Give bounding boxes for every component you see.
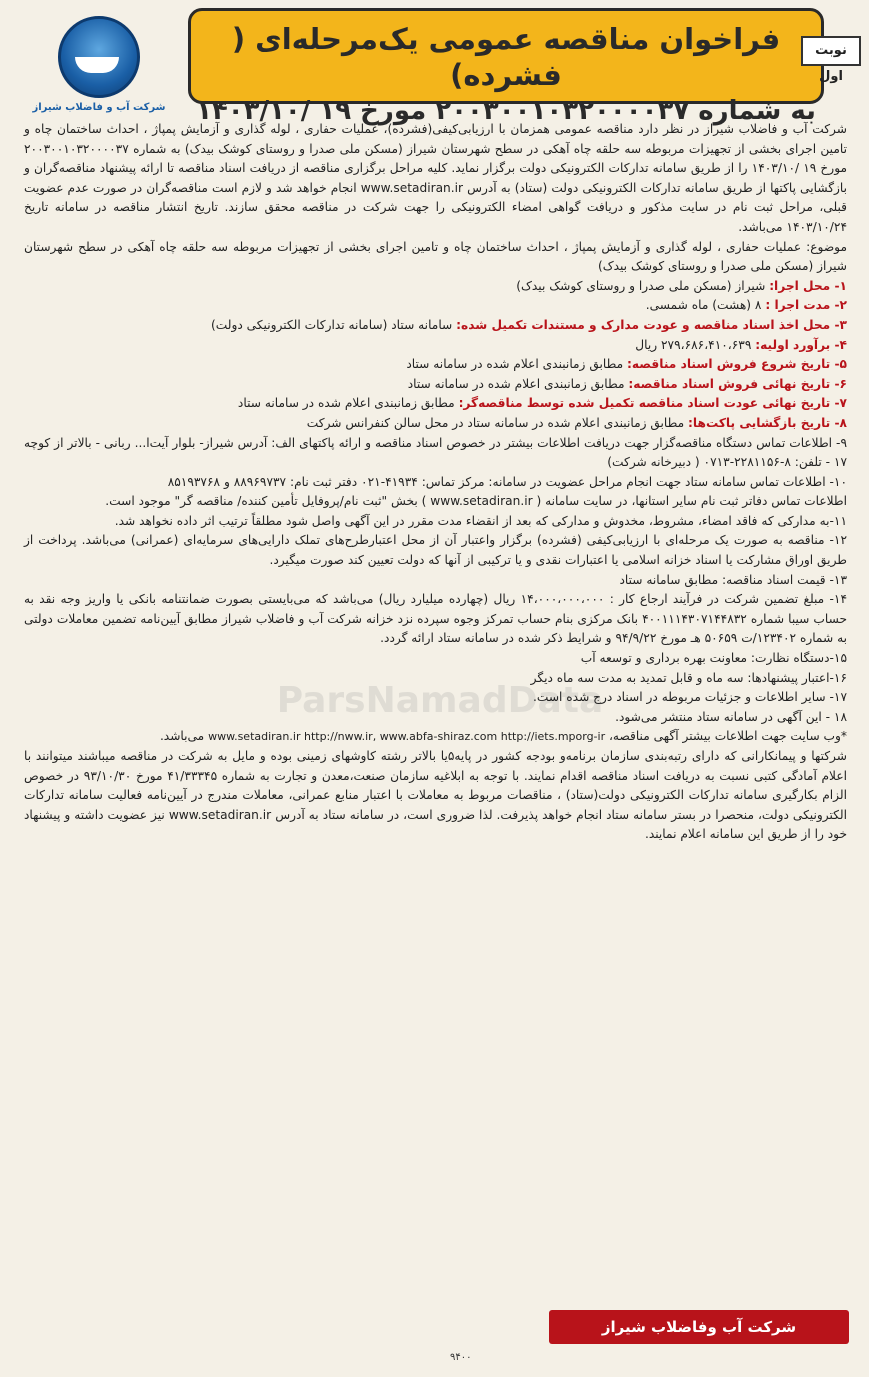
notice-header: [188, 8, 824, 126]
item-label: ۶- تاریخ نهائی فروش اسناد مناقصه:: [628, 376, 847, 391]
turn-badge: نوبت اول: [801, 36, 861, 66]
item-value: ۸ (هشت) ماه شمسی.: [645, 298, 766, 313]
item-8: [24, 414, 847, 434]
item-label: ۴- برآورد اولیه:: [755, 337, 847, 352]
item-label: ۳- محل اخذ اسناد مناقصه و عودت مدارک و مستندات تکمیل شده:: [456, 317, 847, 332]
item-value: شیراز (مسکن ملی صدرا و روستای کوشک بیدک): [516, 278, 770, 293]
item-value: مطابق زمانبندی اعلام شده در سامانه ستاد: [407, 376, 629, 391]
sites-end: می‌باشد.: [159, 729, 205, 744]
footer-banner: شرکت آب وفاضلاب شیراز: [549, 1310, 849, 1344]
closing-paragraph: شرکتها و پیمانکارانی که دارای رتبه‌بندی سازمان برنامه‌و بودجه کشور در پایه۵یا بالاتر رشته کاوشهای زمینی بوده و مایل به شرکت در مناقصه میباشند میتوانند با اعلام آمادگی کتبی نسبت به دریافت اسناد مناقصه اقدام نمایند. با توجه به ابلاغیه سازمان صنعت،معدن و تجارت به شماره ۴۱/۳۳۳۴۵ مورخ ۹۳/۱۰/۳۰ در خصوص الزام بکارگیری سامانه تدارکات الکترونیکی دولت(ستاد) ، مناقصات مربوط به معاملات با اعتبار منابع عمرانی، معاملات مندرج در آیین‌نامه فعالیت سامانه تدارکات الکترونیکی دولت، منحصرا در بستر سامانه ستاد انجام خواهد پذیرفت. لذا ضروری است، در سامانه ستاد به آدرس www.setadiran.ir نیز عضویت داشته و پیشنهاد خود را از طریق این سامانه اعلام نمایند.: [24, 749, 847, 842]
subject-paragraph: موضوع: عملیات حفاری ، لوله گذاری و آزمایش پمپاژ ، احداث ساختمان چاه و تامین اجرای بخشی از تجهیزات مربوطه سه حلقه چاه آهکی در سطح شهرستان شیراز (مسکن ملی صدرا و روستای کوشک بیدک): [24, 239, 847, 274]
item-value: سامانه ستاد (سامانه تدارکات الکترونیکی دولت): [211, 317, 457, 332]
item-label: ۱- محل اجرا:: [769, 278, 847, 293]
para-10: ۱۰- اطلاعات تماس سامانه ستاد جهت انجام مراحل عضویت در سامانه: مرکز تماس: ۴۱۹۳۴-۰۲۱ دفتر ثبت نام: ۸۸۹۶۹۷۳۷ و ۸۵۱۹۳۷۶۸: [167, 474, 847, 489]
notice-body: [24, 120, 847, 845]
item-5: [24, 355, 847, 375]
item-value: مطابق زمانبندی اعلام شده در سامانه ستاد: [237, 396, 459, 411]
sites-links[interactable]: www.setadiran.ir http://nww.ir, www.abfa-shiraz.com http://iets.mporg-ir: [208, 730, 606, 744]
item-1: [24, 277, 847, 297]
intro-paragraph: شرکت آب و فاضلاب شیراز در نظر دارد مناقصه عمومی همزمان با ارزیابی‌کیفی(فشرده)، عملیات حفاری ، لوله گذاری و آزمایش پمپاژ ، احداث ساختمان چاه و تامین اجرای بخشی از تجهیزات مربوطه سه حلقه چاه آهکی در سطح شهرستان شیراز (مسکن ملی صدرا و روستای کوشک بیدک) به شماره ۲۰۰۳۰۰۱۰۳۲۰۰۰۰۳۷ مورخ ۱۹ /۱۴۰۳/۱۰ را از طریق سامانه تدارکات الکترونیکی دولت برگزار نماید. کلیه مراحل برگزاری مناقصه از دریافت اسناد مناقصه تا ارائه پیشنهاد مناقصه‌گران و بازگشایی پاکتها از طریق سامانه تدارکات الکترونیکی دولت (ستاد) به آدرس www.setadiran.ir انجام خواهد شد و لازم است مناقصه‌گران در صورت عدم عضویت قبلی، مراحل ثبت نام در سایت مذکور و دریافت گواهی امضاء الکترونیکی را جهت شرکت در مناقصه محقق سازند. تاریخ انتشار مناقصه در سامانه تاریخ ۱۴۰۳/۱۰/۲۴ می‌باشد.: [24, 122, 848, 234]
para-14: ۱۴- مبلغ تضمین شرکت در فرآیند ارجاع کار : ۱۴،۰۰۰،۰۰۰،۰۰۰ ریال (چهارده میلیارد ریال) می‌باشد که می‌بایستی بصورت ضمانتنامه بانکی یا واریز وجه نقد به حساب سیبا شماره ۴۰۰۱۱۱۴۳۰۷۱۴۴۸۳۲ بانک مرکزی بنام حساب تمرکز وجوه سپرده نزد خزانه شرکت آب و فاضلاب شیراز مطابق آیین‌نامه تضمین معاملات دولتی به شماره ۱۲۳۴۰۲/ت ۵۰۶۵۹ هـ مورخ ۹۴/۹/۲۲ و شرایط ذکر شده در سامانه ستاد ارائه گردد.: [24, 592, 847, 646]
para-16: ۱۶-اعتبار پیشنهادها: سه ماه و قابل تمدید به مدت سه ماه دیگر: [530, 670, 847, 685]
para-13: ۱۳- قیمت اسناد مناقصه: مطابق سامانه ستاد: [619, 572, 847, 587]
item-4: [24, 336, 847, 356]
water-drop-icon: [58, 16, 140, 98]
item-value: مطابق زمانبندی اعلام شده در سامانه ستاد در محل سالن کنفرانس شرکت: [306, 415, 689, 430]
logo-text: شرکت آب و فاضلاب شیراز: [32, 102, 166, 113]
ad-code: ۹۴۰۰: [450, 1352, 472, 1363]
para-17: ۱۷- سایر اطلاعات و جزئیات مربوطه در اسناد درج شده است.: [532, 690, 847, 705]
para-18: ۱۸ - این آگهی در سامانه ستاد منتشر می‌شود.: [615, 709, 847, 724]
para-9: ۹- اطلاعات تماس دستگاه مناقصه‌گزار جهت دریافت اطلاعات بیشتر در خصوص اسناد مناقصه و ارائه پاکتهای الف: آدرس شیراز- بلوار آیت‌ا... ربانی - بالاتر از کوچه ۱۷ - تلفن: ۸-۲۲۸۱۱۵۶-۰۷۱۳ ( دبیرخانه شرکت): [24, 435, 847, 470]
item-value: مطابق زمانبندی اعلام شده در سامانه ستاد: [406, 357, 627, 372]
item-label: ۵- تاریخ شروع فروش اسناد مناقصه:: [627, 357, 847, 372]
notice-title: فراخوان مناقصه عمومی یک‌مرحله‌ای ( فشرده): [231, 22, 781, 92]
para-15: ۱۵-دستگاه نظارت: معاونت بهره برداری و توسعه آب: [580, 651, 847, 666]
item-7: [24, 394, 847, 414]
company-logo: [24, 10, 174, 114]
item-2: [24, 296, 847, 316]
item-label: ۷- تاریخ نهائی عودت اسناد مناقصه تکمیل شده توسط مناقصه‌گر:: [458, 396, 847, 411]
para-11: ۱۱-به مدارکی که فاقد امضاء، مشروط، مخدوش و مدارکی که بعد از انقضاء مدت مقرر در این آگهی واصل شود مطلقاً ترتیب اثر داده نخواهد شد.: [114, 513, 847, 528]
sites-line: [24, 727, 847, 747]
item-6: [24, 375, 847, 395]
sites-note: *وب سایت جهت اطلاعات بیشتر آگهی مناقصه،: [608, 729, 847, 744]
item-label: ۸- تاریخ بازگشایی پاکت‌ها:: [688, 415, 847, 430]
watermark: ParsNamadData: [276, 680, 604, 721]
para-12: ۱۲- مناقصه به صورت یک مرحله‌ای با ارزیابی‌کیفی (فشرده) برگزار واعتبار آن از محل اعتبارطرح‌های تملک دارایی‌های سرمایه‌ای (عمرانی) می‌باشد. پرداخت از طریق اوراق مشارکت یا اسناد خزانه اسلامی یا اعتبارات نقدی و یا ترکیبی از آنها که دولت تعیین کند صورت میگیرد.: [24, 533, 847, 568]
para-10b: اطلاعات تماس دفاتر ثبت نام سایر استانها، در سایت سامانه ( www.setadiran.ir ) بخش "ثبت نام/پروفایل تأمین کننده/ مناقصه گر" موجود است.: [105, 494, 847, 509]
item-value: ۲۷۹،۶۸۶،۴۱۰،۶۳۹ ریال: [635, 337, 756, 352]
item-label: ۲- مدت اجرا :: [765, 298, 847, 313]
item-3: [24, 316, 847, 336]
notice-number: به شماره ۲۰۰۳۰۰۱۰۳۲۰۰۰۰۳۷ مورخ ۱۹ /۱۴۰۳/۱۰: [196, 96, 816, 126]
